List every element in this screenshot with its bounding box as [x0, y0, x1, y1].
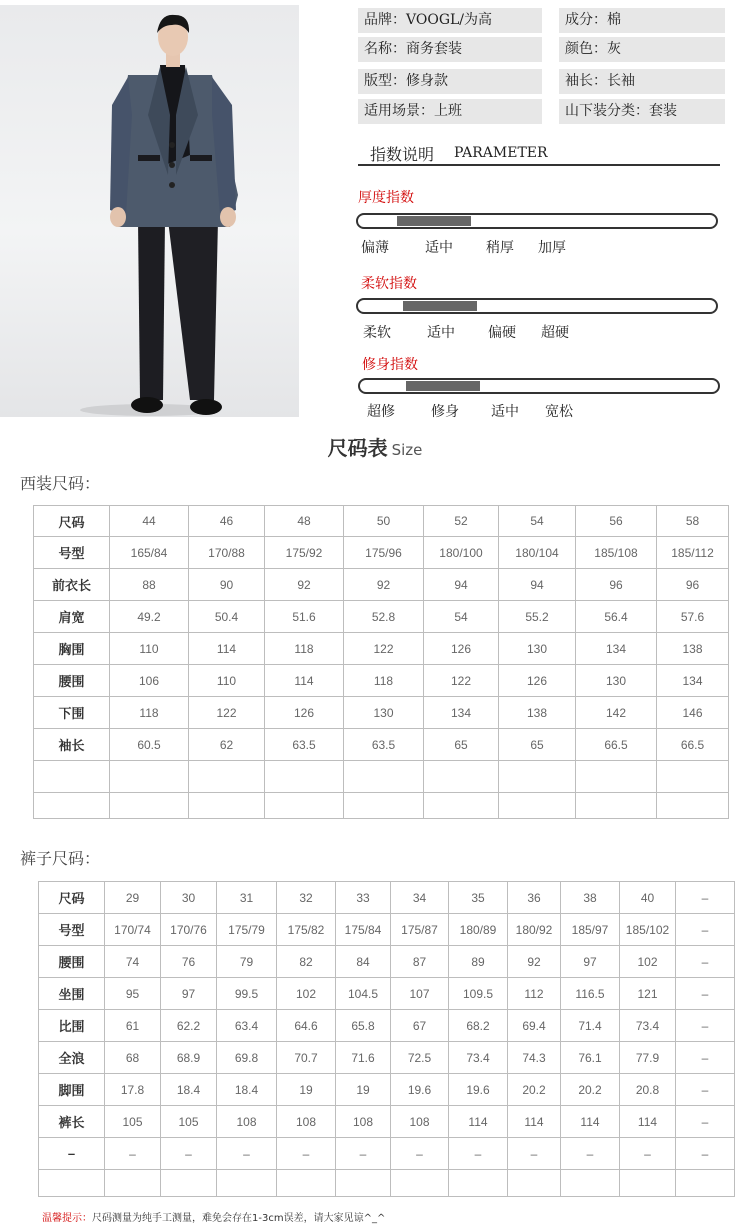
table-cell: 72.5: [391, 1042, 449, 1074]
table-cell: 175/92: [265, 537, 344, 569]
table-cell: 108: [391, 1106, 449, 1138]
table-cell: 108: [277, 1106, 336, 1138]
table-cell: –: [676, 1138, 735, 1170]
table-cell: 65.8: [336, 1010, 391, 1042]
table-cell: 17.8: [105, 1074, 161, 1106]
table-cell: 99.5: [217, 978, 277, 1010]
table-cell: 82: [277, 946, 336, 978]
table-cell: 122: [424, 665, 499, 697]
table-row: [34, 506, 729, 537]
table-cell: 175/84: [336, 914, 391, 946]
table-cell: –: [508, 1138, 561, 1170]
table-cell: 61: [105, 1010, 161, 1042]
table-row: [39, 914, 735, 946]
table-row: [39, 978, 735, 1010]
row-header-cell: 尺码: [39, 882, 105, 914]
table-cell: 126: [424, 633, 499, 665]
table-cell: 92: [508, 946, 561, 978]
table-cell: 65: [424, 729, 499, 761]
table-cell: 134: [657, 665, 729, 697]
table-cell: –: [676, 1074, 735, 1106]
table-cell: 165/84: [110, 537, 189, 569]
table-cell: –: [449, 1138, 508, 1170]
table-cell: 142: [576, 697, 657, 729]
table-cell: [620, 1170, 676, 1197]
table-cell: 51.6: [265, 601, 344, 633]
table-cell: –: [676, 882, 735, 914]
table-cell: 32: [277, 882, 336, 914]
row-header-cell: 全浪: [39, 1042, 105, 1074]
table-cell: [391, 1170, 449, 1197]
table-cell: 118: [344, 665, 424, 697]
table-cell: 134: [424, 697, 499, 729]
table-cell: 107: [391, 978, 449, 1010]
table-cell: 97: [161, 978, 217, 1010]
pants-size-title: 裤子尺码：: [20, 849, 101, 868]
table-cell: [676, 1170, 735, 1197]
table-cell: 70.7: [277, 1042, 336, 1074]
table-row: [34, 569, 729, 601]
table-cell: 122: [189, 697, 265, 729]
table-cell: [189, 761, 265, 793]
table-cell: 18.4: [217, 1074, 277, 1106]
table-row: [34, 665, 729, 697]
table-cell: 180/100: [424, 537, 499, 569]
thickness-level-4: 加厚: [538, 240, 566, 256]
attr-category: 山下装分类：套装: [559, 99, 725, 124]
table-row: [39, 882, 735, 914]
size-chart-title: [0, 432, 750, 461]
table-cell: 68: [105, 1042, 161, 1074]
table-cell: 175/82: [277, 914, 336, 946]
table-cell: 19: [277, 1074, 336, 1106]
table-cell: –: [676, 914, 735, 946]
fit-level-2: 修身: [431, 404, 459, 420]
table-cell: –: [676, 978, 735, 1010]
table-cell: [424, 793, 499, 819]
table-cell: 126: [265, 697, 344, 729]
table-cell: 65: [499, 729, 576, 761]
table-cell: 130: [344, 697, 424, 729]
table-row: [34, 761, 729, 793]
table-cell: 114: [508, 1106, 561, 1138]
table-cell: 55.2: [499, 601, 576, 633]
thickness-level-1: 偏薄: [361, 240, 389, 256]
table-cell: 52.8: [344, 601, 424, 633]
softness-level-4: 超硬: [541, 325, 569, 341]
table-cell: 114: [561, 1106, 620, 1138]
row-header-cell: [34, 761, 110, 793]
softness-level-1: 柔软: [363, 325, 391, 341]
table-cell: 49.2: [110, 601, 189, 633]
attr-color: 颜色：灰: [559, 37, 725, 62]
table-cell: 185/108: [576, 537, 657, 569]
table-cell: 58: [657, 506, 729, 537]
thickness-index-bar: [356, 213, 718, 229]
table-cell: 87: [391, 946, 449, 978]
table-cell: –: [676, 1106, 735, 1138]
row-header-cell: 比围: [39, 1010, 105, 1042]
table-cell: 92: [344, 569, 424, 601]
table-cell: [561, 1170, 620, 1197]
table-cell: 88: [110, 569, 189, 601]
table-cell: 104.5: [336, 978, 391, 1010]
table-cell: 96: [576, 569, 657, 601]
table-cell: 19.6: [391, 1074, 449, 1106]
table-cell: 110: [110, 633, 189, 665]
table-cell: 20.8: [620, 1074, 676, 1106]
table-cell: 170/88: [189, 537, 265, 569]
table-cell: [265, 761, 344, 793]
table-cell: [344, 761, 424, 793]
attr-name: 名称：商务套装: [358, 37, 542, 62]
model-illustration: [0, 5, 299, 417]
table-cell: [161, 1170, 217, 1197]
thickness-index-title: 厚度指数: [358, 190, 414, 206]
table-cell: 44: [110, 506, 189, 537]
fit-level-1: 超修: [367, 404, 395, 420]
table-row: [34, 697, 729, 729]
table-cell: [110, 761, 189, 793]
table-cell: 175/96: [344, 537, 424, 569]
table-row: [34, 793, 729, 819]
table-cell: 170/76: [161, 914, 217, 946]
table-cell: –: [105, 1138, 161, 1170]
fit-level-4: 宽松: [545, 404, 573, 420]
table-cell: 19: [336, 1074, 391, 1106]
table-cell: 62: [189, 729, 265, 761]
table-cell: –: [561, 1138, 620, 1170]
table-cell: 134: [576, 633, 657, 665]
table-cell: 114: [265, 665, 344, 697]
table-cell: 69.8: [217, 1042, 277, 1074]
softness-level-3: 偏硬: [488, 325, 516, 341]
suit-size-table: [33, 505, 729, 819]
table-cell: –: [391, 1138, 449, 1170]
table-cell: 71.6: [336, 1042, 391, 1074]
table-cell: 63.4: [217, 1010, 277, 1042]
table-cell: 54: [499, 506, 576, 537]
table-cell: 138: [499, 697, 576, 729]
table-cell: 33: [336, 882, 391, 914]
table-cell: 73.4: [620, 1010, 676, 1042]
attr-brand: 品牌：VOOGL/为高: [358, 8, 542, 33]
table-cell: [449, 1170, 508, 1197]
suit-size-title: 西装尺码：: [20, 474, 101, 493]
table-row: [39, 1170, 735, 1197]
table-cell: 90: [189, 569, 265, 601]
table-cell: 180/92: [508, 914, 561, 946]
table-cell: 29: [105, 882, 161, 914]
table-cell: 64.6: [277, 1010, 336, 1042]
table-cell: [277, 1170, 336, 1197]
table-cell: 84: [336, 946, 391, 978]
table-cell: 170/74: [105, 914, 161, 946]
table-cell: [499, 793, 576, 819]
table-row: [39, 1138, 735, 1170]
row-header-cell: 号型: [39, 914, 105, 946]
table-cell: 108: [217, 1106, 277, 1138]
table-cell: –: [277, 1138, 336, 1170]
table-cell: –: [676, 1042, 735, 1074]
table-cell: 102: [277, 978, 336, 1010]
table-cell: [265, 793, 344, 819]
thickness-level-3: 稍厚: [486, 240, 514, 256]
parameter-title-en: PARAMETER: [454, 145, 548, 161]
table-cell: 52: [424, 506, 499, 537]
table-cell: 20.2: [561, 1074, 620, 1106]
table-row: [39, 1106, 735, 1138]
table-cell: 79: [217, 946, 277, 978]
row-header-cell: [34, 793, 110, 819]
table-cell: 89: [449, 946, 508, 978]
measurement-note: [42, 1209, 385, 1224]
table-cell: 175/79: [217, 914, 277, 946]
table-cell: 116.5: [561, 978, 620, 1010]
table-row: [34, 601, 729, 633]
table-cell: 114: [189, 633, 265, 665]
table-cell: 34: [391, 882, 449, 914]
table-row: [39, 1042, 735, 1074]
table-cell: [336, 1170, 391, 1197]
fit-index-fill: [406, 381, 480, 391]
table-cell: 35: [449, 882, 508, 914]
softness-index-title: 柔软指数: [361, 276, 417, 292]
row-header-cell: 坐围: [39, 978, 105, 1010]
row-header-cell: 腰围: [39, 946, 105, 978]
table-cell: 112: [508, 978, 561, 1010]
table-cell: 146: [657, 697, 729, 729]
table-cell: 20.2: [508, 1074, 561, 1106]
table-cell: 180/104: [499, 537, 576, 569]
table-cell: –: [217, 1138, 277, 1170]
table-cell: 63.5: [265, 729, 344, 761]
table-cell: 94: [424, 569, 499, 601]
table-cell: –: [676, 1010, 735, 1042]
table-cell: [576, 793, 657, 819]
table-cell: 95: [105, 978, 161, 1010]
table-cell: 114: [620, 1106, 676, 1138]
table-cell: [576, 761, 657, 793]
table-cell: 108: [336, 1106, 391, 1138]
row-header-cell: 胸围: [34, 633, 110, 665]
table-cell: 66.5: [576, 729, 657, 761]
table-cell: 185/102: [620, 914, 676, 946]
table-cell: 66.5: [657, 729, 729, 761]
table-cell: 63.5: [344, 729, 424, 761]
softness-index-fill: [403, 301, 477, 311]
attr-occasion: 适用场景：上班: [358, 99, 542, 124]
table-cell: 130: [499, 633, 576, 665]
table-cell: [344, 793, 424, 819]
table-cell: 92: [265, 569, 344, 601]
table-cell: 96: [657, 569, 729, 601]
row-header-cell: 尺码: [34, 506, 110, 537]
product-photo: [0, 5, 299, 417]
parameter-header: [358, 138, 720, 166]
table-cell: 60.5: [110, 729, 189, 761]
table-cell: 73.4: [449, 1042, 508, 1074]
table-cell: 36: [508, 882, 561, 914]
table-cell: 68.2: [449, 1010, 508, 1042]
table-cell: 97: [561, 946, 620, 978]
table-cell: 76: [161, 946, 217, 978]
table-cell: 68.9: [161, 1042, 217, 1074]
table-cell: 56.4: [576, 601, 657, 633]
table-cell: 118: [110, 697, 189, 729]
table-cell: 30: [161, 882, 217, 914]
attr-fit: 版型：修身款: [358, 69, 542, 94]
row-header-cell: [39, 1170, 105, 1197]
table-cell: –: [161, 1138, 217, 1170]
table-cell: 76.1: [561, 1042, 620, 1074]
fit-index-bar: [358, 378, 720, 394]
table-cell: 69.4: [508, 1010, 561, 1042]
table-cell: [217, 1170, 277, 1197]
table-cell: 46: [189, 506, 265, 537]
table-cell: 102: [620, 946, 676, 978]
table-cell: [508, 1170, 561, 1197]
row-header-cell: 袖长: [34, 729, 110, 761]
row-header-cell: 脚围: [39, 1074, 105, 1106]
thickness-index-fill: [397, 216, 471, 226]
table-cell: 38: [561, 882, 620, 914]
table-cell: 105: [161, 1106, 217, 1138]
softness-index-bar: [356, 298, 718, 314]
table-cell: 114: [449, 1106, 508, 1138]
row-header-cell: 裤长: [39, 1106, 105, 1138]
row-header-cell: 肩宽: [34, 601, 110, 633]
table-cell: 50: [344, 506, 424, 537]
attr-material: 成分：棉: [559, 8, 725, 33]
table-cell: 130: [576, 665, 657, 697]
table-cell: [105, 1170, 161, 1197]
table-row: [39, 946, 735, 978]
table-cell: –: [620, 1138, 676, 1170]
parameter-title-cn: 指数说明: [370, 145, 435, 164]
table-cell: 67: [391, 1010, 449, 1042]
table-cell: 94: [499, 569, 576, 601]
table-row: [34, 633, 729, 665]
table-cell: 118: [265, 633, 344, 665]
table-cell: 110: [189, 665, 265, 697]
table-cell: 106: [110, 665, 189, 697]
table-cell: 40: [620, 882, 676, 914]
table-row: [34, 729, 729, 761]
table-cell: 54: [424, 601, 499, 633]
table-cell: –: [676, 946, 735, 978]
table-cell: 109.5: [449, 978, 508, 1010]
table-cell: 18.4: [161, 1074, 217, 1106]
table-cell: 185/97: [561, 914, 620, 946]
table-cell: [657, 793, 729, 819]
table-cell: 48: [265, 506, 344, 537]
table-cell: 138: [657, 633, 729, 665]
softness-level-2: 适中: [427, 325, 455, 341]
table-cell: 56: [576, 506, 657, 537]
table-cell: [657, 761, 729, 793]
table-cell: 62.2: [161, 1010, 217, 1042]
table-cell: 77.9: [620, 1042, 676, 1074]
size-chart-title-en: Size: [391, 441, 423, 459]
row-header-cell: 腰围: [34, 665, 110, 697]
table-cell: 185/112: [657, 537, 729, 569]
table-cell: 31: [217, 882, 277, 914]
table-row: [39, 1074, 735, 1106]
table-cell: [499, 761, 576, 793]
table-cell: –: [336, 1138, 391, 1170]
pants-size-table: [38, 881, 735, 1197]
table-row: [39, 1010, 735, 1042]
table-cell: [424, 761, 499, 793]
thickness-level-2: 适中: [425, 240, 453, 256]
size-chart-title-cn: 尺码表: [327, 436, 388, 460]
fit-index-title: 修身指数: [362, 357, 418, 373]
table-cell: 122: [344, 633, 424, 665]
table-cell: 71.4: [561, 1010, 620, 1042]
row-header-cell: 前衣长: [34, 569, 110, 601]
table-cell: 50.4: [189, 601, 265, 633]
table-cell: 74.3: [508, 1042, 561, 1074]
note-warning: 温馨提示：: [42, 1213, 92, 1224]
table-cell: 126: [499, 665, 576, 697]
row-header-cell: 号型: [34, 537, 110, 569]
fit-level-3: 适中: [491, 404, 519, 420]
table-row: [34, 537, 729, 569]
row-header-cell: 下围: [34, 697, 110, 729]
attr-sleeve: 袖长：长袖: [559, 69, 725, 94]
table-cell: 121: [620, 978, 676, 1010]
note-text: 尺码测量为纯手工测量，难免会存在1-3cm误差，请大家见谅^_^: [92, 1213, 386, 1224]
table-cell: 74: [105, 946, 161, 978]
table-cell: 19.6: [449, 1074, 508, 1106]
table-cell: [189, 793, 265, 819]
table-cell: 105: [105, 1106, 161, 1138]
row-header-cell: –: [39, 1138, 105, 1170]
table-cell: 180/89: [449, 914, 508, 946]
table-cell: [110, 793, 189, 819]
table-cell: 57.6: [657, 601, 729, 633]
table-cell: 175/87: [391, 914, 449, 946]
